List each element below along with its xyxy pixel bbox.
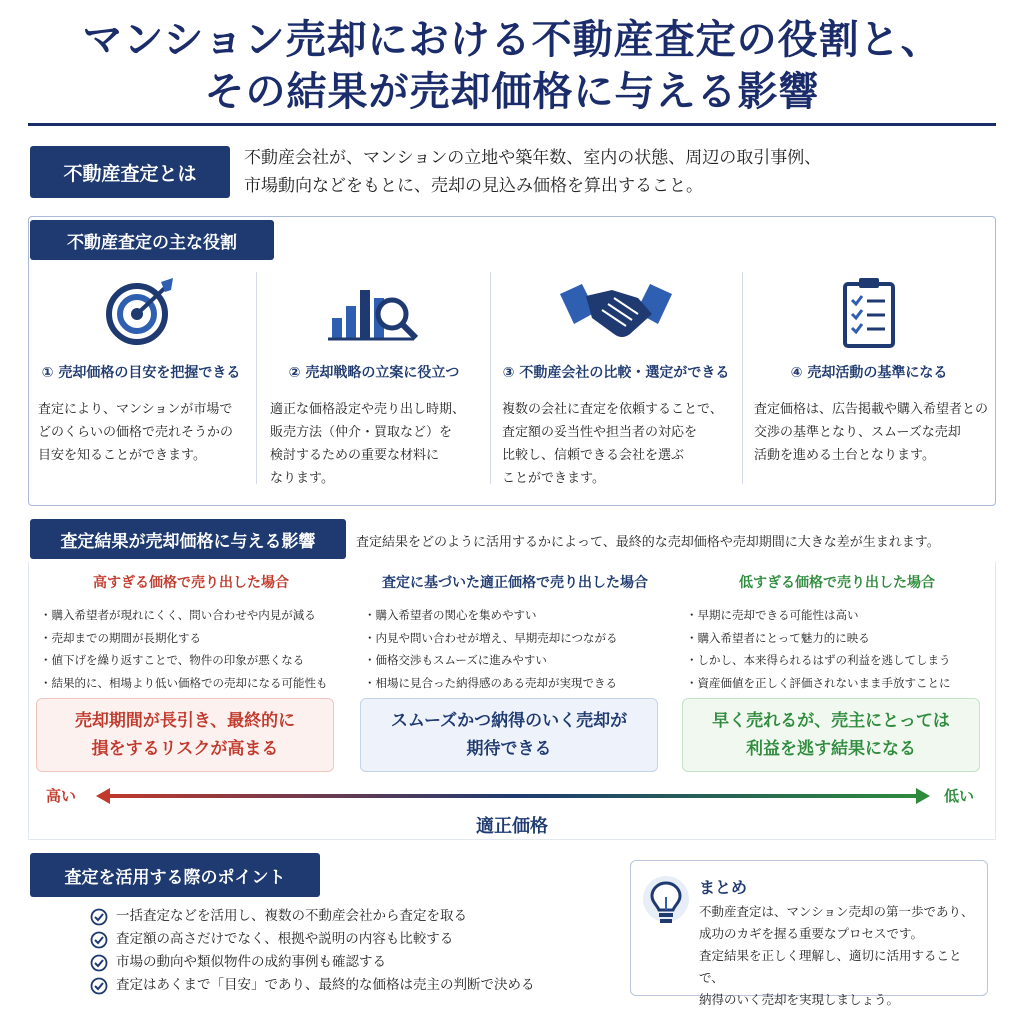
- price-axis-arrow: [92, 784, 934, 808]
- axis-label-low: 低い: [944, 787, 975, 805]
- scenario-heading: 高すぎる価格で売り出した場合: [93, 575, 289, 591]
- role-desc-line: どのくらいの価格で売れそうかの: [38, 425, 234, 440]
- summary-title: まとめ: [699, 878, 748, 897]
- page-title-line2: その結果が売却価格に与える影響: [204, 69, 820, 115]
- impact-section-label: 査定結果が売却価格に与える影響: [30, 519, 346, 559]
- scenario-result-line: 損をするリスクが高まる: [91, 739, 279, 759]
- role-card-company-comparison: [494, 268, 738, 486]
- list-item: [90, 951, 535, 974]
- summary-box: [630, 860, 988, 1007]
- axis-label-high: 高い: [46, 787, 77, 805]
- list-item: ・ 内見や問い合わせが増え、早期売却につながる: [364, 627, 674, 650]
- role-card-strategy: [262, 268, 486, 486]
- summary-line: 納得のいく売却を実現しましょう。: [699, 992, 900, 1007]
- scenario-bullets: [686, 604, 996, 694]
- scenario-bullets: [364, 604, 674, 694]
- list-item: ・ 相場に見合った納得感のある売却が実現できる: [364, 672, 674, 695]
- points-list: [90, 905, 535, 997]
- list-item: ・ 売却までの期間が長期化する: [40, 627, 350, 650]
- role-card-price-guide: [30, 268, 252, 486]
- check-circle-icon: [90, 908, 108, 926]
- definition-text: [244, 144, 1004, 200]
- role-title: ① 売却価格の目安を把握できる: [41, 365, 241, 381]
- scenario-low-price: [678, 572, 996, 759]
- summary-line: 成功のカギを握る重要なプロセスです。: [699, 926, 924, 941]
- list-item: [90, 974, 535, 997]
- role-desc-line: 査定により、マンションが市場で: [38, 402, 233, 417]
- role-divider: [256, 272, 257, 484]
- role-card-sales-baseline: [746, 268, 992, 486]
- scenario-result-line: 早く売れるが、売主にとっては: [712, 711, 950, 731]
- scenario-result-box: [682, 698, 980, 772]
- definition-line: 不動産会社が、マンションの立地や築年数、室内の状態、周辺の取引事例、: [244, 148, 822, 168]
- list-item: ・ 資産価値を正しく評価されないまま手放すことに: [686, 672, 996, 695]
- list-item: ・ 値下げを繰り返すことで、物件の印象が悪くなる: [40, 649, 350, 672]
- points-section-label: 査定を活用する際のポイント: [30, 853, 320, 897]
- summary-line: 査定結果を正しく理解し、適切に活用することで、: [699, 948, 962, 985]
- scenario-result-line: 期待できる: [466, 739, 552, 759]
- role-desc-line: 検討するための重要な材料に: [270, 448, 440, 463]
- scenario-heading: 査定に基づいた適正価格で売り出した場合: [382, 575, 648, 591]
- impact-description: 査定結果をどのように活用するかによって、最終的な売却価格や売却期間に大きな差が生まれます。: [356, 535, 940, 550]
- role-desc-line: 複数の会社に査定を依頼することで、: [502, 402, 723, 417]
- check-circle-icon: [90, 931, 108, 949]
- role-desc-line: なります。: [270, 471, 334, 486]
- roles-section-label: 不動産査定の主な役割: [30, 220, 274, 260]
- role-desc-line: 活動を進める土台となります。: [754, 448, 935, 463]
- role-desc-line: 査定額の妥当性や担当者の対応を: [502, 425, 698, 440]
- target-icon: [101, 276, 181, 350]
- role-title: ③ 不動産会社の比較・選定ができる: [502, 365, 730, 381]
- point-text: 一括査定などを活用し、複数の不動産会社から査定を取る: [116, 908, 467, 924]
- scenario-bullets: [40, 604, 350, 694]
- scenario-result-line: 利益を逃す結果になる: [745, 739, 916, 759]
- clipboard-checklist-icon: [839, 276, 899, 354]
- role-title: ② 売却戦略の立案に役立つ: [288, 365, 460, 381]
- list-item: [90, 928, 535, 951]
- scenario-result-box: [360, 698, 658, 772]
- check-circle-icon: [90, 977, 108, 995]
- list-item: [90, 905, 535, 928]
- point-text: 査定はあくまで「目安」であり、最終的な価格は売主の判断で決める: [116, 977, 535, 993]
- list-item: ・ 購入希望者が現れにくく、問い合わせや内見が減る: [40, 604, 350, 627]
- role-description: [754, 398, 988, 467]
- point-text: 査定額の高さだけでなく、根拠や説明の内容も比較する: [116, 931, 454, 947]
- handshake-icon: [556, 276, 676, 350]
- page-title: [0, 14, 1024, 118]
- list-item: ・ 早期に売却できる可能性は高い: [686, 604, 996, 627]
- definition-label: 不動産査定とは: [30, 146, 230, 198]
- summary-text: [699, 901, 985, 1011]
- list-item: ・ 購入希望者の関心を集めやすい: [364, 604, 674, 627]
- role-desc-line: 査定価格は、広告掲載や購入希望者との: [754, 402, 989, 417]
- role-title: ④ 売却活動の基準になる: [790, 365, 948, 381]
- list-item: ・ 結果的に、相場より低い価格での売却になる可能性も: [40, 672, 350, 695]
- role-description: [270, 398, 482, 490]
- point-text: 市場の動向や類似物件の成約事例も確認する: [116, 954, 386, 970]
- title-divider: [28, 123, 996, 126]
- role-description: [38, 398, 248, 467]
- list-item: ・ 購入希望者にとって魅力的に映る: [686, 627, 996, 650]
- scenario-heading: 低すぎる価格で売り出した場合: [739, 575, 935, 591]
- role-desc-line: 適正な価格設定や売り出し時期、: [270, 402, 466, 417]
- definition-line: 市場動向などをもとに、売却の見込み価格を算出すること。: [244, 176, 703, 196]
- role-desc-line: 交渉の基準となり、スムーズな売却: [754, 425, 961, 440]
- check-circle-icon: [90, 954, 108, 972]
- list-item: ・ しかし、本来得られるはずの利益を逃してしまう: [686, 649, 996, 672]
- summary-line: 不動産査定は、マンション売却の第一歩であり、: [699, 904, 974, 919]
- lightbulb-icon: [641, 873, 691, 937]
- role-divider: [490, 272, 491, 484]
- bar-chart-magnifier-icon: [324, 276, 424, 350]
- page-title-line1: マンション売却における不動産査定の役割と、: [82, 17, 942, 63]
- scenario-fair-price: [356, 572, 674, 759]
- scenario-high-price: [32, 572, 350, 759]
- list-item: ・ 価格交渉もスムーズに進みやすい: [364, 649, 674, 672]
- role-description: [502, 398, 734, 490]
- scenario-result-line: 売却期間が長引き、最終的に: [74, 711, 296, 731]
- axis-label-fair: 適正価格: [476, 816, 548, 837]
- role-desc-line: 販売方法（仲介・買取など）を: [270, 425, 453, 440]
- role-desc-line: ことができます。: [502, 471, 605, 486]
- scenario-result-line: スムーズかつ納得のいく売却が: [390, 711, 628, 731]
- scenario-result-box: [36, 698, 334, 772]
- role-desc-line: 比較し、信頼できる会社を選ぶ: [502, 448, 685, 463]
- role-desc-line: 目安を知ることができます。: [38, 448, 206, 463]
- role-divider: [742, 272, 743, 484]
